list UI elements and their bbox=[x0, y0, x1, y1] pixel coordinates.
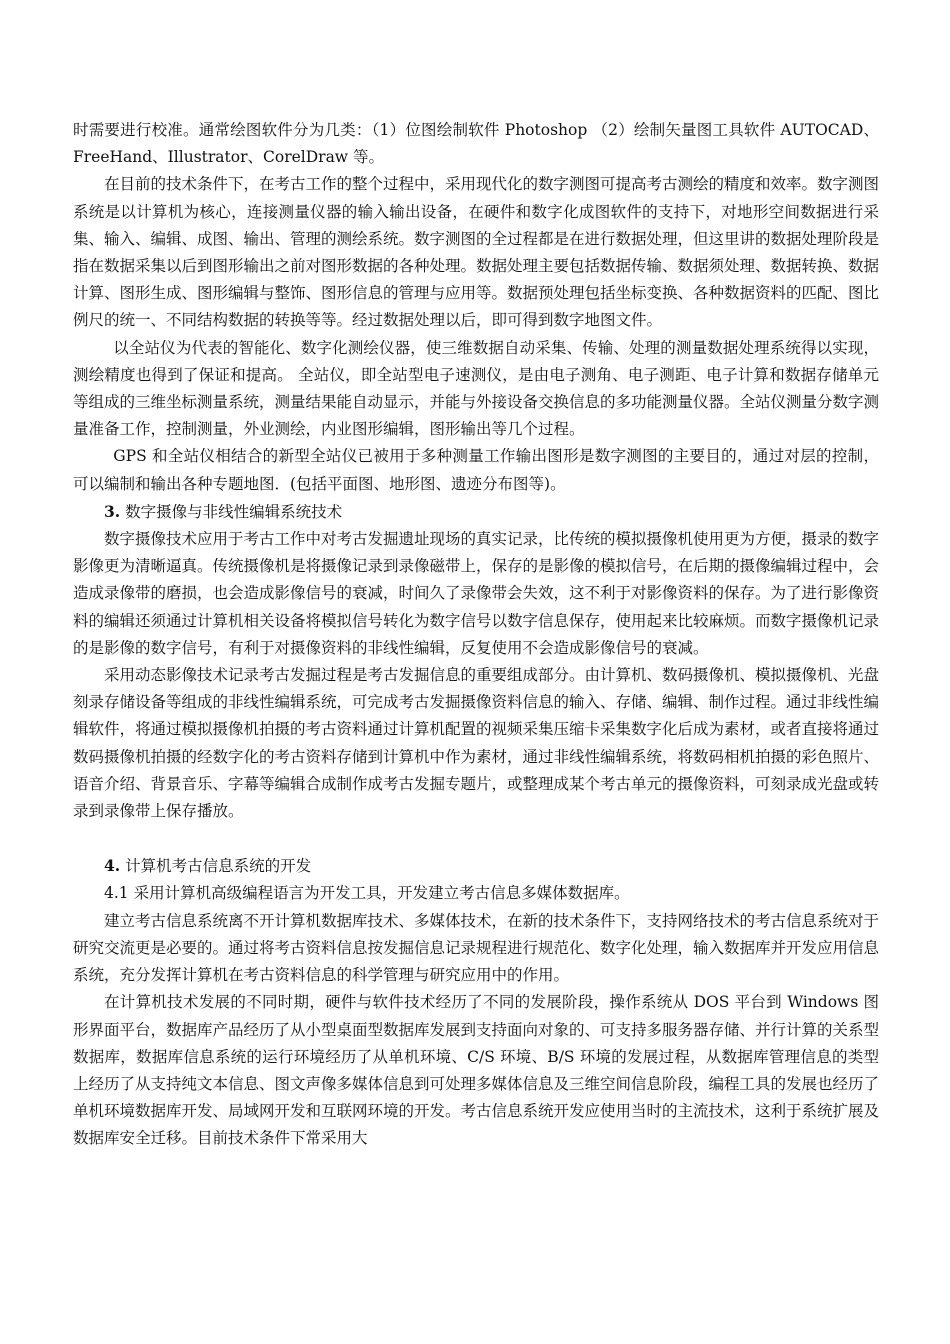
paragraph-digital-video: 数字摄像技术应用于考古工作中对考古发掘遗址现场的真实记录，比传统的模拟摄像机使用更为方便，摄录的数字影像更为清晰逼真。传统摄像机是将摄像记录到录像磁带上，保存的是影像的模拟信号，在后期的摄像编辑过程中，会造成录像带的磨损，也会造成影像信号的衰减，时间久了录像带会失效，这不利于对影像资料的保存。为了进行影像资料的编辑还须通过计算机相关设备将模拟信号转化为数字信号以数字信息保存，使用起来比较麻烦。而数字摄像机记录的是影像的数字信号，有利于对摄像资料的非线性编辑，反复使用不会造成影像信号的衰减。 bbox=[73, 530, 880, 657]
paragraph-tech-evolution: 在计算机技术发展的不同时期，硬件与软件技术经历了不同的发展阶段，操作系统从 DOS 平台到 Windows 图形界面平台，数据库产品经历了从小型桌面型数据库发展到支持面向对象的、可支持多服务器存储、并行计算的关系型数据库，数据库信息系统的运行环境经历了从单机环境、C/S 环境、B/S 环境的发展过程，从数据库管理信息的类型上经历了从支持纯文本信息、图文声像多媒体信息到可处理多媒体信息及三维空间信息阶段，编程工具的发展也经历了单机环境数据库开发、局域网开发和互联网环境的开发。考古信息系统开发应使用当时的主流技术，这利于系统扩展及数据库安全迁移。目前技术条件下常采用大 bbox=[73, 993, 880, 1148]
subsection-heading-4-1: 4.1 采用计算机高级编程语言为开发工具，开发建立考古信息多媒体数据库。 bbox=[104, 884, 630, 903]
section-title-4: 计算机考古信息系统的开发 bbox=[125, 857, 312, 876]
paragraph-total-station: 以全站仪为代表的智能化、数字化测绘仪器，使三维数据自动采集、传输、处理的测量数据处理系统得以实现，测绘精度也得到了保证和提高。 全站仪，即全站型电子速测仪，是由电子测角、电子测距、电子计算和数据存储单元等组成的三维坐标测量系统，测量结果能自动显示，并能与外接设备交换信息的多功能测量仪器。全站仪测量分数字测量准备工作，控制测量，外业测绘，内业图形编辑，图形输出等几个过程。 bbox=[73, 338, 880, 439]
paragraph-digital-mapping: 在目前的技术条件下，在考古工作的整个过程中，采用现代化的数字测图可提高考古测绘的精度和效率。数字测图系统是以计算机为核心，连接测量仪器的输入输出设备，在硬件和数字化成图软件的支持下，对地形空间数据进行采集、输入、编辑、成图、输出、管理的测绘系统。数字测图的全过程都是在进行数据处理，但这里讲的数据处理阶段是指在数据采集以后到图形输出之前对图形数据的各种处理。数据处理主要包括数据传输、数据须处理、数据转换、数据计算、图形生成、图形编辑与整饰、图形信息的管理与应用等。数据预处理包括坐标变换、各种数据资料的匹配、图比例尺的统一、不同结构数据的转换等等。经过数据处理以后，即可得到数字地图文件。 bbox=[73, 175, 880, 330]
paragraph-dynamic-imaging: 采用动态影像技术记录考古发掘过程是考古发掘信息的重要组成部分。由计算机、数码摄像机、模拟摄像机、光盘刻录存储设备等组成的非线性编辑系统，可完成考古发掘摄像资料信息的输入、存储、编辑、制作过程。通过非线性编辑软件，将通过模拟摄像机拍摄的考古资料通过计算机配置的视频采集压缩卡采集数字化后成为素材，或者直接将通过数码摄像机拍摄的经数字化的考古资料存储到计算机中作为素材，通过非线性编辑系统，将数码相机拍摄的彩色照片、语音介绍、背景音乐、字幕等编辑合成制作成考古发掘专题片，或整理成某个考古单元的摄像资料，可刻录成光盘或转录到录像带上保存播放。 bbox=[73, 666, 880, 821]
paragraph-gps: GPS 和全站仪相结合的新型全站仪已被用于多种测量工作输出图形是数字测图的主要目的，通过对层的控制，可以编制和输出各种专题地图．(包括平面图、地形图、遗迹分布图等)。 bbox=[73, 447, 879, 493]
paragraph-drawing-software: 时需要进行校准。通常绘图软件分为几类：（1）位图绘制软件 Photoshop （2）绘制矢量图工具软件 AUTOCAD、FreeHand、Illustrator、CorelDraw 等。 bbox=[73, 121, 879, 167]
section-heading-4 bbox=[73, 852, 879, 880]
paragraph-info-system: 建立考古信息系统离不开计算机数据库技术、多媒体技术，在新的技术条件下，支持网络技术的考古信息系统对于研究交流更是必要的。通过将考古资料信息按发掘信息记录规程进行规范化、数字化处理，输入数据库并开发应用信息系统，充分发挥计算机在考古资料信息的科学管理与研究应用中的作用。 bbox=[73, 911, 880, 985]
document-page bbox=[73, 117, 879, 1153]
section-title-3: 数字摄像与非线性编辑系统技术 bbox=[125, 502, 343, 521]
section-heading-3 bbox=[73, 498, 879, 526]
section-number-4: 4. bbox=[104, 856, 121, 876]
section-number-3: 3. bbox=[104, 501, 121, 521]
blank-line bbox=[73, 825, 879, 852]
